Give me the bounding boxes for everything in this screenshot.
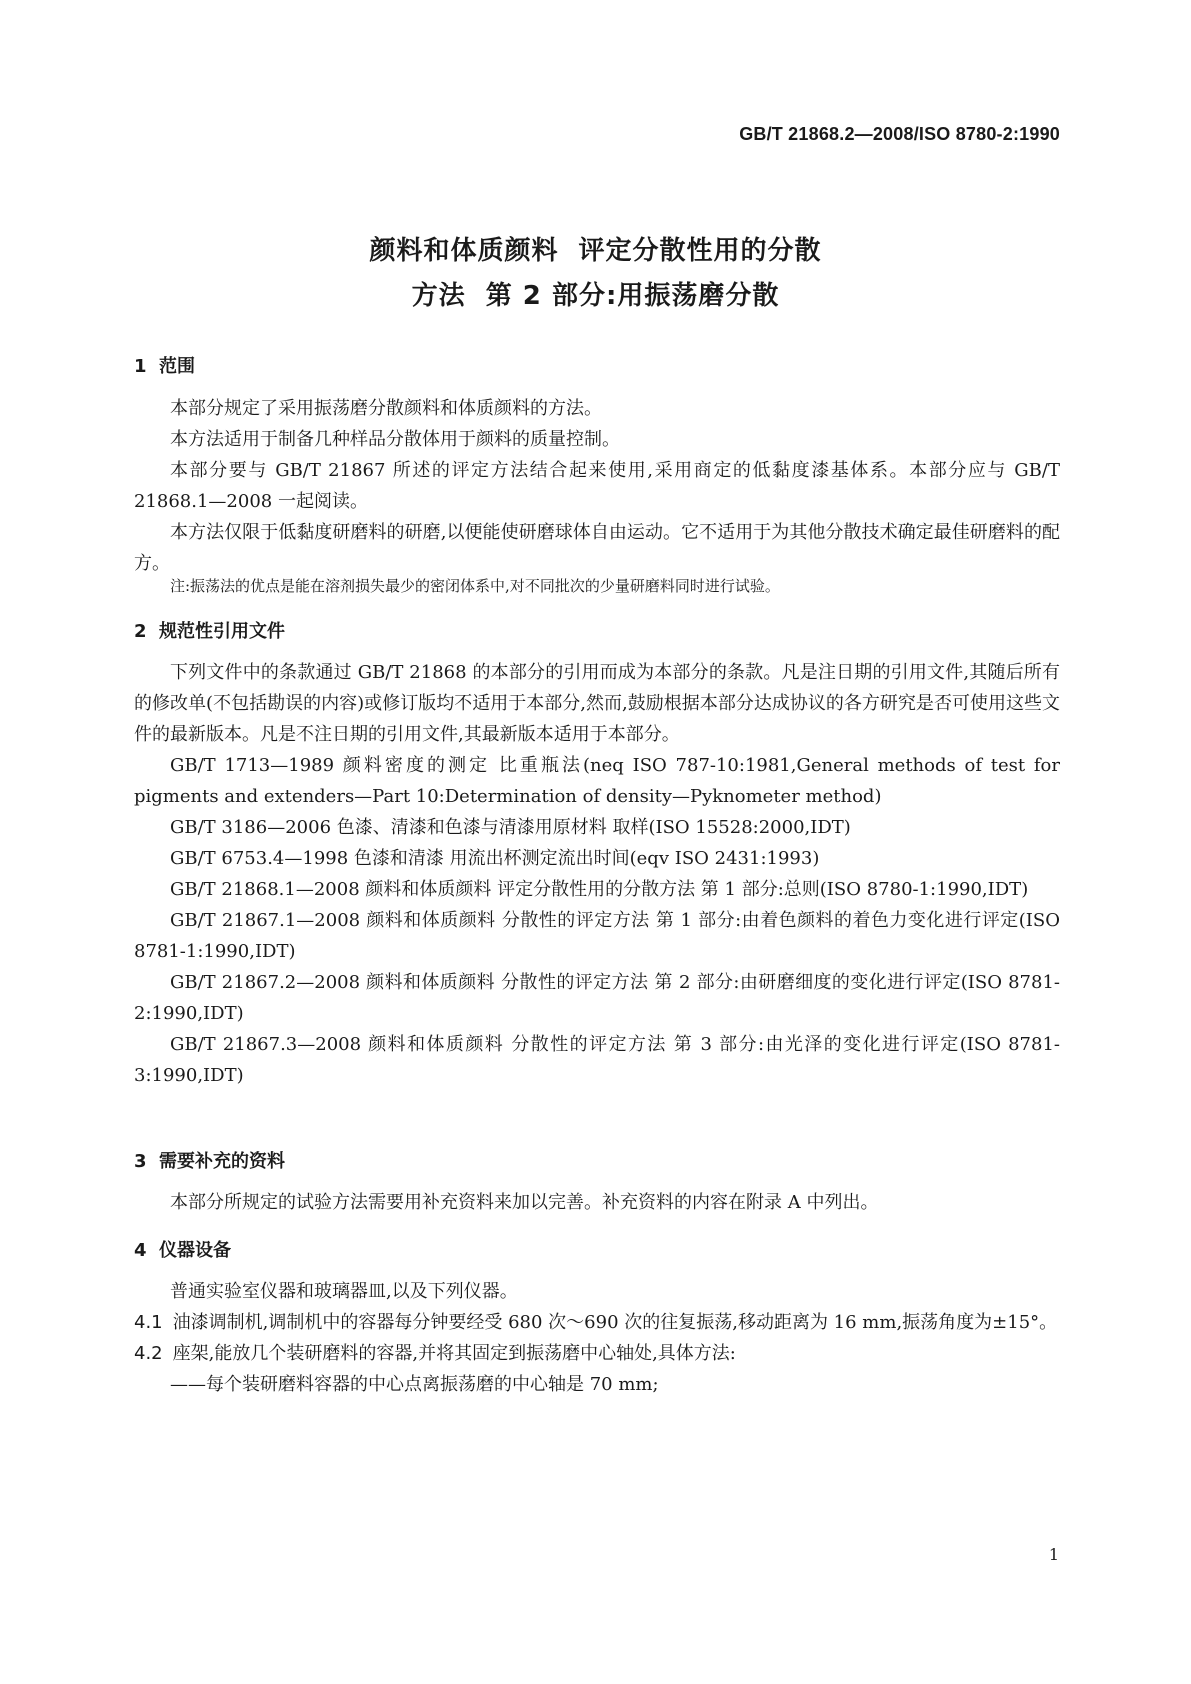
- section-3-body: [134, 1187, 1060, 1218]
- section-1-note: 注:振荡法的优点是能在溶剂损失最少的密闭体系中,对不同批次的少量研磨料同时进行试验。: [170, 577, 780, 595]
- section-2-body: [134, 657, 1060, 1091]
- section-3-heading: 3 需要补充的资料: [134, 1151, 286, 1172]
- section-2-intro: 下列文件中的条款通过 GB/T 21868 的本部分的引用而成为本部分的条款。凡是注日期的引用文件,其随后所有的修改单(不包括勘误的内容)或修订版均不适用于本部分,然而,鼓励根据本部分达成协议的各方研究是否可使用这些文件的最新版本。凡是不注日期的引用文件,其最新版本适用于本部分。: [134, 662, 1060, 745]
- section-1-paragraph-4: 本方法仅限于低黏度研磨料的研磨,以便能使研磨球体自由运动。它不适用于为其他分散技术确定最佳研磨料的配方。: [134, 522, 1060, 574]
- clause-4-1: [134, 1307, 1060, 1338]
- reference-item: GB/T 21868.1—2008 颜料和体质颜料 评定分散性用的分散方法 第 1 部分:总则(ISO 8780-1:1990,IDT): [170, 879, 1029, 900]
- reference-item: GB/T 1713—1989 颜料密度的测定 比重瓶法(neq ISO 787-10:1981,General methods of test for pigments and extenders—Part 10:Determination of density—Pyknometer method): [134, 755, 1060, 807]
- section-4-heading: 4 仪器设备: [134, 1240, 232, 1261]
- section-4-intro: 普通实验室仪器和玻璃器皿,以及下列仪器。: [170, 1281, 518, 1302]
- clause-4-2-number: 4.2: [134, 1343, 163, 1364]
- reference-item: GB/T 21867.1—2008 颜料和体质颜料 分散性的评定方法 第 1 部分:由着色颜料的着色力变化进行评定(ISO 8781-1:1990,IDT): [134, 910, 1060, 962]
- clause-4-2-text: 座架,能放几个装研磨料的容器,并将其固定到振荡磨中心轴处,具体方法:: [172, 1343, 736, 1364]
- reference-item: GB/T 3186—2006 色漆、清漆和色漆与清漆用原材料 取样(ISO 15528:2000,IDT): [170, 817, 851, 838]
- clause-4-1-text: 油漆调制机,调制机中的容器每分钟要经受 680 次～690 次的往复振荡,移动距离为 16 mm,振荡角度为±15°。: [172, 1312, 1058, 1333]
- page-number: 1: [1048, 1545, 1059, 1564]
- section-1-paragraph-2: 本方法适用于制备几种样品分散体用于颜料的质量控制。: [170, 429, 620, 450]
- clause-4-2-list-item: ——每个装研磨料容器的中心点离振荡磨的中心轴是 70 mm;: [170, 1374, 659, 1395]
- standard-code: GB/T 21868.2—2008/ISO 8780-2:1990: [739, 124, 1060, 144]
- section-1-paragraph-1: 本部分规定了采用振荡磨分散颜料和体质颜料的方法。: [170, 398, 602, 419]
- section-2-heading: 2 规范性引用文件: [134, 621, 286, 642]
- reference-item: GB/T 21867.2—2008 颜料和体质颜料 分散性的评定方法 第 2 部分:由研磨细度的变化进行评定(ISO 8781-2:1990,IDT): [134, 972, 1060, 1024]
- section-1-paragraph-3: 本部分要与 GB/T 21867 所述的评定方法结合起来使用,采用商定的低黏度漆基体系。本部分应与 GB/T 21868.1—2008 一起阅读。: [134, 460, 1060, 512]
- reference-item: GB/T 21867.3—2008 颜料和体质颜料 分散性的评定方法 第 3 部分:由光泽的变化进行评定(ISO 8781-3:1990,IDT): [134, 1034, 1060, 1086]
- section-3-paragraph-1: 本部分所规定的试验方法需要用补充资料来加以完善。补充资料的内容在附录 A 中列出。: [170, 1192, 879, 1213]
- section-1-heading: 1 范围: [134, 356, 196, 377]
- section-1-body: [134, 393, 1060, 579]
- document-title-line-2: 方法 第 2 部分:用振荡磨分散: [411, 281, 780, 311]
- document-title-line-1: 颜料和体质颜料 评定分散性用的分散: [369, 236, 822, 266]
- reference-item: GB/T 6753.4—1998 色漆和清漆 用流出杯测定流出时间(eqv ISO 2431:1993): [170, 848, 820, 869]
- section-4-body: [134, 1276, 1060, 1400]
- clause-4-2: [134, 1338, 1060, 1369]
- clause-4-1-number: 4.1: [134, 1312, 163, 1333]
